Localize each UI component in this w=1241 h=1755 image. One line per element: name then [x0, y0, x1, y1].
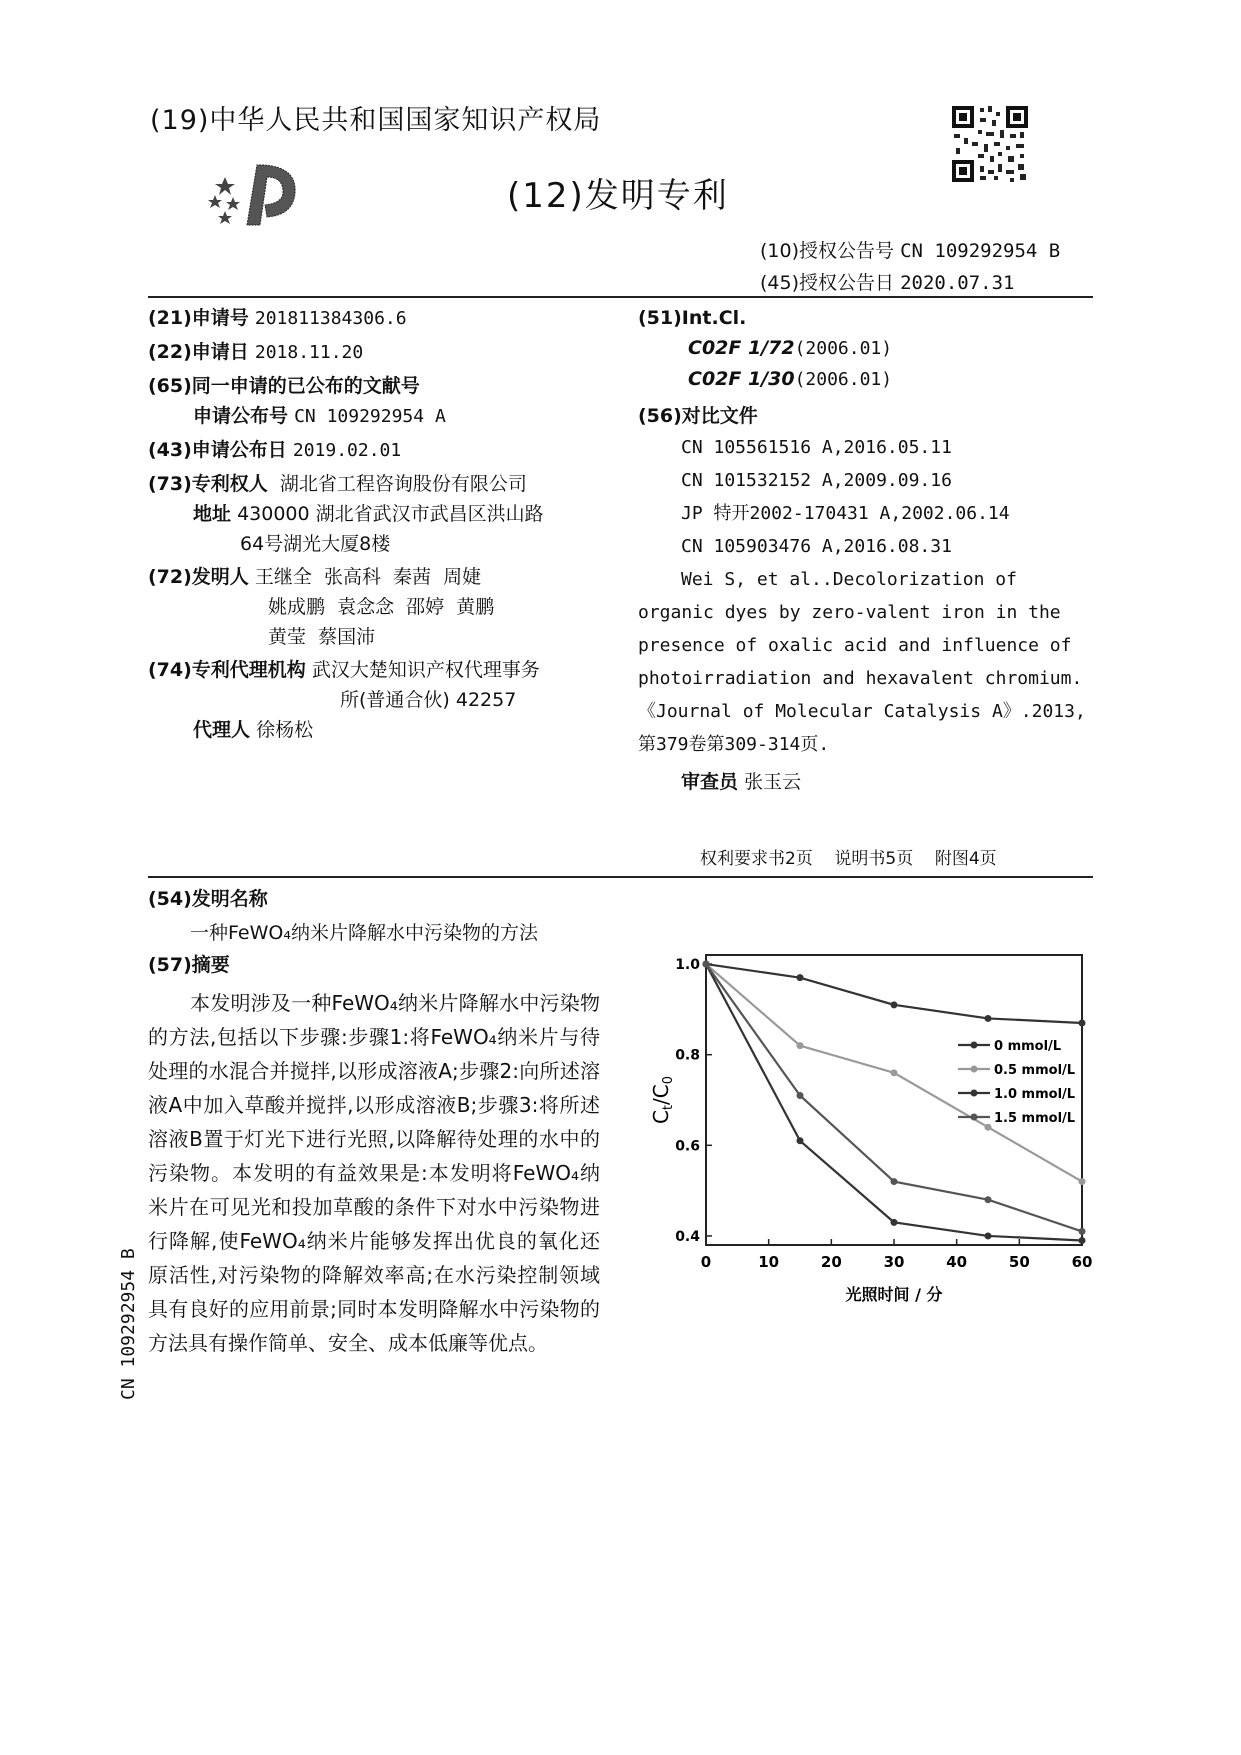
x-tick-label: 60 [1071, 1253, 1093, 1271]
inventor-row-2: 姚成鹏 袁念念 邵婷 黄鹏 [268, 596, 495, 618]
data-point [1079, 1228, 1086, 1235]
pub-date-row: (43)申请公布日 2019.02.01 [148, 439, 402, 461]
data-point [891, 1178, 898, 1185]
x-tick-label: 20 [820, 1253, 842, 1271]
cnipa-logo-icon [205, 155, 320, 239]
data-point [985, 1124, 992, 1131]
pub-number-row: 申请公布号 CN 109292954 A [193, 405, 446, 427]
data-point [985, 1196, 992, 1203]
cited-ref-4: CN 105903476 A,2016.08.31 [681, 536, 952, 557]
grant-number-value: CN 109292954 B [900, 240, 1061, 262]
cited-label: (56)对比文件 [638, 405, 758, 427]
chart-svg [640, 950, 1100, 1310]
cited-ref-2: CN 101532152 A,2009.09.16 [681, 470, 952, 491]
y-tick-label: 0.8 [675, 1047, 700, 1064]
data-point [985, 1232, 992, 1239]
ipc-label: (51)Int.Cl. [638, 307, 747, 329]
office-name: (19)中华人民共和国国家知识产权局 [150, 105, 602, 136]
legend-marker [971, 1114, 978, 1121]
grant-number [760, 236, 1060, 263]
side-patent-number: CN 109292954 B [118, 1248, 139, 1400]
data-point [797, 1092, 804, 1099]
agency-row-2: 所(普通合伙) 42257 [340, 689, 517, 711]
grant-date-label: (45)授权公告日 [760, 272, 895, 294]
invention-title: 一种FeWO₄纳米片降解水中污染物的方法 [190, 922, 538, 944]
legend-label: 0 mmol/L [994, 1039, 1062, 1054]
cited-ref-3: JP 特开2002-170431 A,2002.06.14 [681, 503, 1010, 524]
data-point [1079, 1019, 1086, 1026]
grant-date-value: 2020.07.31 [900, 272, 1015, 294]
address-row: 地址 430000 湖北省武汉市武昌区洪山路 [193, 503, 544, 525]
prior-pub-row: (65)同一申请的已公布的文献号 [148, 375, 420, 397]
biblio-left [148, 303, 618, 745]
y-tick-label: 1.0 [675, 957, 700, 974]
app-date-row: (22)申请日 2018.11.20 [148, 341, 364, 363]
data-point [891, 1219, 898, 1226]
patentee-row: (73)专利权人 湖北省工程咨询股份有限公司 [148, 473, 527, 495]
data-point [891, 1069, 898, 1076]
data-point [985, 1015, 992, 1022]
cited-ref-1: CN 105561516 A,2016.05.11 [681, 437, 952, 458]
cited-ref-5-line4: photoirradiation and hexavalent chromium. [638, 668, 1083, 689]
document-type: (12)发明专利 [507, 176, 729, 216]
agent-row: 代理人 徐杨松 [193, 719, 314, 741]
x-axis-label: 光照时间 / 分 [845, 1285, 943, 1304]
qr-code-icon [950, 104, 1030, 188]
y-axis-label: $C_t/C_0$ [649, 1075, 676, 1125]
x-tick-label: 0 [700, 1253, 712, 1271]
data-point [797, 1137, 804, 1144]
app-number-row: (21)申请号 201811384306.6 [148, 307, 407, 329]
y-tick-label: 0.6 [675, 1138, 700, 1155]
cited-ref-5-line6: 第379卷第309-314页. [638, 734, 830, 755]
legend-label: 1.5 mmol/L [994, 1111, 1076, 1126]
data-point [1079, 1237, 1086, 1244]
ipc-row-2: C02F 1/30(2006.01) [688, 368, 893, 390]
pages-info: 权利要求书2页 说明书5页 附图4页 [700, 849, 997, 869]
cited-ref-5-line3: presence of oxalic acid and influence of [638, 635, 1072, 656]
x-tick-label: 10 [758, 1253, 780, 1271]
biblio-divider [148, 876, 1093, 878]
examiner-row: 审查员 张玉云 [681, 771, 802, 793]
biblio-right [638, 303, 1098, 797]
cited-ref-5-line2: organic dyes by zero-valent iron in the [638, 602, 1061, 623]
abstract-text: 本发明涉及一种FeWO₄纳米片降解水中污染物的方法,包括以下步骤:步骤1:将FeWO₄纳米片与待处理的水混合并搅拌,以形成溶液A;步骤2:向所述溶液A中加入草酸并搅拌,以形成溶液B;步骤3:将所述溶液B置于灯光下进行光照,以降解待处理的水中的污染物。本发明的有益效果是:本发明将FeWO₄纳米片在可见光和投加草酸的条件下对水中污染物进行降解,使FeWO₄纳米片能够发挥出优良的氧化还原活性,对污染物的降解效率高;在水污染控制领域具有良好的应用前景;同时本发明降解水中污染物的方法具有操作简单、安全、成本低廉等优点。 [148, 991, 600, 1355]
grant-number-label: (10)授权公告号 [760, 240, 895, 262]
x-tick-label: 50 [1008, 1253, 1030, 1271]
agency-row: (74)专利代理机构 武汉大楚知识产权代理事务 [148, 659, 540, 681]
data-point [797, 974, 804, 981]
title-label: (54)发明名称 [148, 888, 268, 910]
abstract-label: (57)摘要 [148, 954, 230, 976]
inventor-row: (72)发明人 王继全 张高科 秦茜 周婕 [148, 566, 482, 588]
y-tick-label: 0.4 [675, 1228, 700, 1245]
legend-marker [971, 1042, 978, 1049]
legend-label: 1.0 mmol/L [994, 1087, 1076, 1102]
data-point [1079, 1178, 1086, 1185]
legend-label: 0.5 mmol/L [994, 1063, 1076, 1078]
header-divider [148, 296, 1093, 298]
x-tick-label: 30 [883, 1253, 905, 1271]
ipc-row-1: C02F 1/72(2006.01) [688, 337, 893, 359]
grant-date [760, 268, 1014, 295]
data-point [891, 1001, 898, 1008]
degradation-chart [640, 950, 1100, 1314]
cited-ref-5-line1: Wei S, et al..Decolorization of [681, 569, 1017, 590]
data-point [797, 1042, 804, 1049]
legend-marker [971, 1066, 978, 1073]
address-row-2: 64号湖光大厦8楼 [240, 533, 391, 555]
legend-marker [971, 1090, 978, 1097]
cited-ref-5-line5: 《Journal of Molecular Catalysis A》.2013, [638, 701, 1086, 722]
x-tick-label: 40 [946, 1253, 968, 1271]
data-point [703, 961, 710, 968]
inventor-row-3: 黄莹 蔡国沛 [268, 626, 376, 648]
